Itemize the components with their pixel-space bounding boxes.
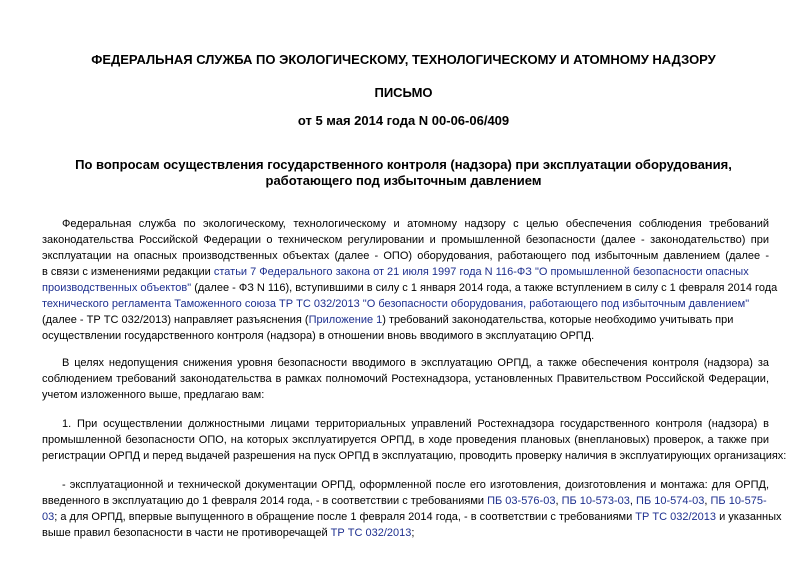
pb-10-574-03-link[interactable]: ПБ 10-574-03 xyxy=(636,495,705,507)
document-date: от 5 мая 2014 года N 00-06-06/409 xyxy=(297,113,510,128)
paragraph-1-line-2: законодательства Российской Федерации о техническом регулировании и промышленной безопасности (далее - законодательство) при xyxy=(42,234,769,246)
document-title-line-1: По вопросам осуществления государственного контроля (надзора) при эксплуатации оборудования, xyxy=(75,157,732,172)
paragraph-1-line-3: эксплуатации на опасных производственных объектах (далее - ОПО) оборудования, работающего под избыточным давлением (далее - xyxy=(42,250,769,262)
document-title-line-2: работающего под избыточным давлением xyxy=(265,173,542,188)
appendix-1-link[interactable]: Приложение 1 xyxy=(308,314,383,326)
paragraph-4-text: и указанных xyxy=(716,511,782,523)
paragraph-1-text: (далее - ФЗ N 116), вступившими в силу с 1 января 2014 года, а также вступлением в силу с 1 февраля 2014 года xyxy=(191,282,778,294)
agency-name: ФЕДЕРАЛЬНАЯ СЛУЖБА ПО ЭКОЛОГИЧЕСКОМУ, ТЕХНОЛОГИЧЕСКОМУ И АТОМНОМУ НАДЗОРУ xyxy=(91,52,716,67)
paragraph-4-line-2 xyxy=(42,495,769,508)
paragraph-1-line-6 xyxy=(42,298,769,311)
separator: , xyxy=(704,495,711,507)
paragraph-2-line-3: учетом изложенного выше, предлагаю вам: xyxy=(42,389,265,401)
tr-ts-032-link-3[interactable]: ТР ТС 032/2013 xyxy=(330,527,412,539)
paragraph-1-line-4 xyxy=(42,266,769,279)
tr-ts-032-link[interactable]: технического регламента Таможенного союза ТР ТС 032/2013 "О безопасности оборудования, работающего под избыточным давлением" xyxy=(42,298,750,310)
paragraph-1-line-1: Федеральная служба по экологическому, технологическому и атомному надзору с целью обеспечения соблюдения требований xyxy=(62,218,769,230)
separator: , xyxy=(555,495,562,507)
paragraph-3-line-1: 1. При осуществлении должностными лицами территориальных управлений Ростехнадзора государственного контроля (надзора) в xyxy=(62,418,769,430)
document-type: ПИСЬМО xyxy=(374,85,433,100)
paragraph-4-text: ; xyxy=(411,527,415,539)
paragraph-4-text: ; а для ОРПД, впервые выпущенного в обращение после 1 февраля 2014 года, - в соответствии с требованиями xyxy=(54,511,636,523)
paragraph-2-line-1: В целях недопущения снижения уровня безопасности вводимого в эксплуатацию ОРПД, а также обеспечения контроля (надзора) за xyxy=(62,357,769,369)
pb-03-576-03-link[interactable]: ПБ 03-576-03 xyxy=(487,495,556,507)
paragraph-4-text: выше правил безопасности в части не противоречащей xyxy=(42,527,331,539)
paragraph-4-line-4 xyxy=(42,527,769,540)
paragraph-1-line-7 xyxy=(42,314,769,327)
paragraph-2-line-2: соблюдением требований законодательства в рамках полномочий Ростехнадзора, установленных Правительством Российской Федерации, xyxy=(42,373,769,385)
law-116-fz-link[interactable]: статьи 7 Федерального закона от 21 июля 1997 года N 116-ФЗ "О промышленной безопасности опасных xyxy=(213,266,749,278)
paragraph-1-text: ) требований законодательства, которые необходимо учитывать при xyxy=(382,314,734,326)
pb-10-573-03-link[interactable]: ПБ 10-573-03 xyxy=(561,495,630,507)
paragraph-3-line-3: регистрации ОРПД и перед выдачей разрешения на пуск ОРПД в эксплуатацию, проводить проверку наличия в эксплуатирующих организациях: xyxy=(42,450,787,462)
paragraph-4-text: введенного в эксплуатацию до 1 февраля 2014 года, - в соответствии с требованиями xyxy=(42,495,488,507)
paragraph-4-line-1: - эксплуатационной и технической документации ОРПД, оформленной после его изготовления, доизготовления и монтажа: для ОРПД, xyxy=(62,479,769,491)
pb-10-575-03-link-cont[interactable]: 03 xyxy=(42,511,55,523)
pb-10-575-03-link[interactable]: ПБ 10-575- xyxy=(710,495,767,507)
paragraph-3-line-2: промышленной безопасности ОПО, на которых эксплуатируется ОРПД, в ходе проведения плановых (внеплановых) проверок, а также при xyxy=(42,434,769,446)
law-116-fz-link-cont[interactable]: производственных объектов" xyxy=(42,282,192,294)
paragraph-1-line-5 xyxy=(42,282,778,295)
paragraph-4-line-3 xyxy=(42,511,782,524)
separator: , xyxy=(629,495,637,507)
paragraph-1-text: (далее - ТР ТС 032/2013) направляет разъяснения ( xyxy=(42,314,309,326)
paragraph-1-line-8: осуществлении государственного контроля (надзора) в отношении вновь вводимого в эксплуатацию ОРПД. xyxy=(42,330,595,342)
paragraph-1-text: в связи с изменениями редакции xyxy=(42,266,214,278)
tr-ts-032-link-2[interactable]: ТР ТС 032/2013 xyxy=(635,511,717,523)
